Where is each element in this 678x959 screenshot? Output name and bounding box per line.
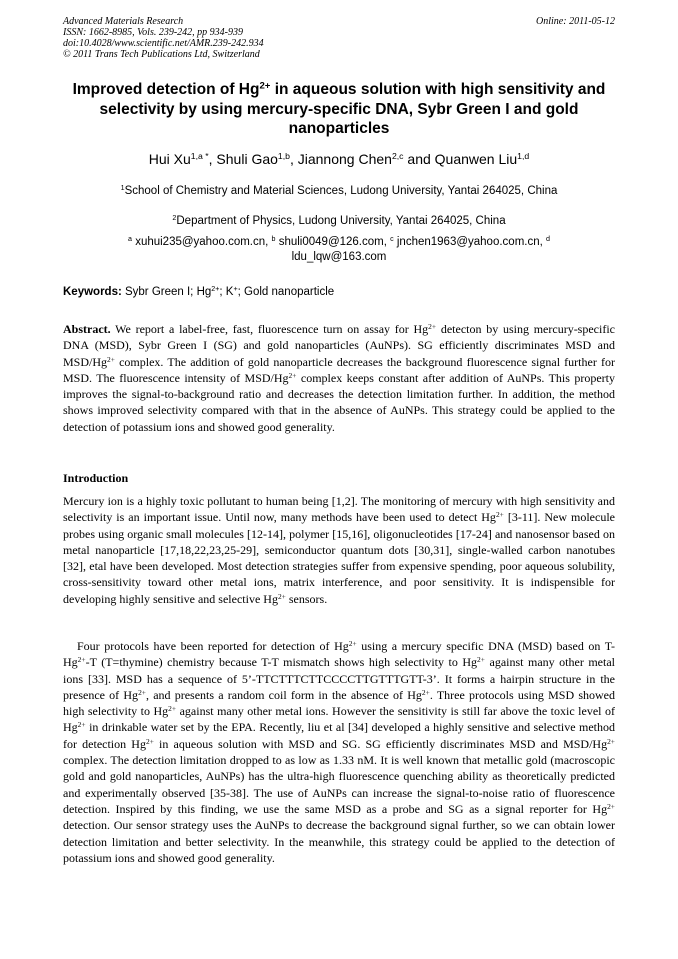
author-list — [58, 150, 620, 168]
introduction-paragraph-2 — [63, 638, 615, 866]
title-superscript: 2+ — [259, 80, 271, 92]
paragraph-superscript: 2+ — [145, 736, 154, 746]
author-affiliation-mark: 1,d — [517, 151, 530, 162]
email-address[interactable]: xuhui235@yahoo.com.cn, — [135, 236, 272, 248]
paragraph-superscript: 2+ — [348, 638, 357, 648]
affiliation-text: Department of Physics, Ludong University, Yantai 264025, China — [176, 215, 506, 227]
paragraph-superscript: 2+ — [421, 687, 430, 697]
abstract-text: complex. The addition of gold nanoparticle decreases the background fluorescence signal further for MSD. The fluorescence intensity of MSD/Hg — [63, 354, 615, 385]
paragraph-text: in aqueous solution with MSD and SG. SG efficiently discriminates MSD and MSD/Hg — [153, 736, 608, 751]
abstract-superscript: 2+ — [428, 321, 437, 331]
paragraph-superscript: 2+ — [77, 720, 86, 730]
author-name: Quanwen Liu — [434, 151, 518, 167]
email-address[interactable]: jnchen1963@yahoo.com.cn, — [396, 236, 547, 248]
affiliation-text: School of Chemistry and Material Sciences, Ludong University, Yantai 264025, China — [124, 185, 558, 197]
paragraph-superscript: 2+ — [168, 704, 177, 714]
email-mark: d — [546, 235, 550, 244]
keywords — [63, 285, 615, 300]
keywords-label: Keywords: — [63, 286, 122, 298]
paper-title — [58, 80, 620, 139]
keyword-text: ; Gold nanoparticle — [237, 286, 335, 298]
issn-line: ISSN: 1662-8985, Vols. 239-242, pp 934-939 — [63, 27, 243, 38]
paragraph-text: [3-11]. New molecule probes using organic small molecules [12-14], polymer [15,16], oligonucleotides [17-24] and nanosensor based on metal nanoparticle [17,18,22,23,25-29], semiconductor quantum dots [30,31], single-walled carbon nanotubes [32], etal have been developed. Most detection strategies suffer from expensive spending, poor aqueous solubility, cross-sensitivity toward other metal ions, matrix interference, and poor sensitivity. It is indispensible for developing highly sensitive and selective Hg — [63, 510, 615, 606]
paragraph-superscript: 2+ — [77, 655, 86, 665]
keyword-text: Sybr Green I; Hg — [121, 286, 212, 298]
keyword-superscript: + — [233, 285, 238, 294]
abstract-label: Abstract. — [63, 322, 111, 336]
paragraph-text: -T (T=thymine) chemistry because T-T mismatch shows high selectivity to Hg — [85, 655, 478, 670]
copyright-line: © 2011 Trans Tech Publications Ltd, Switzerland — [63, 49, 260, 60]
author-affiliation-mark: 1,b — [277, 151, 290, 162]
introduction-paragraph-1 — [63, 493, 615, 607]
keyword-superscript: 2+ — [211, 285, 220, 294]
email-mark: c — [390, 235, 394, 244]
paragraph-superscript: 2+ — [277, 591, 286, 601]
author-affiliation-mark: 2,c — [391, 151, 404, 162]
author-name: Hui Xu — [148, 151, 191, 167]
journal-name: Advanced Materials Research — [63, 16, 184, 27]
paragraph-text: Mercury ion is a highly toxic pollutant to human being [1,2]. The monitoring of mercury with high sensitivity and selectivity is an important issue. Until now, many methods have been used to detect Hg — [63, 494, 615, 525]
email-mark: a — [128, 235, 132, 244]
paragraph-text: against many other metal ions [33]. MSD has a sequence of 5’-TTCTTTCTTCCCCTTGTTTGTT-3’. It forms a hairpin structure in the presence of Hg — [63, 655, 616, 702]
author-emails — [90, 235, 588, 265]
author-name: Jiannong Chen — [297, 151, 392, 167]
author-separator: , — [289, 151, 298, 167]
abstract-superscript: 2+ — [288, 370, 297, 380]
paragraph-superscript: 2+ — [138, 687, 146, 697]
abstract-text: complex keeps constant after addition of AuNPs. This property improves the signal-to-background ratio and decreases the detection limitation further. In addition, the method shows improved selectivity compared with that in the absence of AuNPs. This strategy could be applied to the detection of potassium ions and showed good generality. — [63, 370, 616, 434]
author-separator: , — [208, 151, 217, 167]
keyword-text: ; K — [219, 286, 234, 298]
paragraph-superscript: 2+ — [477, 655, 485, 665]
email-mark: b — [271, 235, 276, 244]
affiliation-1 — [58, 184, 620, 199]
paragraph-superscript: 2+ — [607, 736, 615, 746]
affiliation-number: 2 — [172, 214, 177, 223]
online-date: Online: 2011-05-12 — [536, 16, 615, 27]
author-affiliation-mark: 1,a * — [190, 151, 209, 162]
author-separator: and — [403, 151, 435, 167]
abstract-superscript: 2+ — [107, 354, 115, 364]
paragraph-text: . Three protocols using MSD showed high selectivity to Hg — [63, 687, 615, 719]
abstract-text: detecton by using mercury-specific DNA (MSD), Sybr Green I (SG) and gold nanoparticles (AuNPs). SG efficiently discriminates MSD and MSD/Hg — [63, 322, 615, 369]
paragraph-text: sensors. — [285, 591, 328, 606]
paragraph-text: against many other metal ions. However the sensitivity is still far above the toxic level of Hg — [63, 704, 615, 735]
affiliation-2 — [58, 214, 620, 229]
paragraph-text: complex. The detection limitation dropped to as low as 1.33 nM. It is well known that metallic gold (macroscopic gold and gold nanoparticles, AuNPs) has the ultra-high fluorescence quenching ability as theoretically predicted and experimentally observed [35-38]. The use of AuNPs can increase the signal-to-noise ratio of fluorescence detection. Inspired by this finding, we use the same MSD as a probe and SG as a signal reporter for Hg — [63, 753, 615, 816]
author-name: Shuli Gao — [216, 151, 278, 167]
paragraph-text: in drinkable water set by the EPA. Recently, liu et al [34] developed a highly sensitive and selective method for detection Hg — [63, 720, 615, 751]
abstract — [63, 321, 615, 435]
title-part: Improved detection of Hg — [72, 81, 260, 98]
paragraph-text: Four protocols have been reported for detection of Hg — [77, 639, 349, 653]
affiliation-number: 1 — [120, 184, 125, 193]
paragraph-text: detection. Our sensor strategy uses the AuNPs to decrease the background signal further, so we can obtain lower detection limitation and better selectivity. In the meanwhile, this strategy could be applied to the detection of potassium ions and showed good generality. — [63, 818, 615, 865]
title-part: in aqueous solution with high sensitivity and selectivity by using mercury-specific DNA, Sybr Green I and gold nanoparticles — [99, 81, 606, 137]
introduction-heading: Introduction — [63, 471, 129, 485]
email-address[interactable]: shuli0049@126.com, — [278, 236, 391, 248]
doi-line: doi:10.4028/www.scientific.net/AMR.239-242.934 — [63, 38, 264, 49]
journal-header — [63, 16, 615, 60]
paragraph-superscript: 2+ — [495, 510, 504, 520]
abstract-text: We report a label-free, fast, fluorescence turn on assay for Hg — [110, 322, 429, 336]
paragraph-text: using a mercury specific DNA (MSD) based on T-Hg — [63, 639, 615, 670]
email-address[interactable]: ldu_lqw@163.com — [291, 251, 387, 263]
paragraph-text: , and presents a random coil form in the absence of Hg — [145, 687, 422, 702]
paragraph-superscript: 2+ — [607, 801, 615, 811]
